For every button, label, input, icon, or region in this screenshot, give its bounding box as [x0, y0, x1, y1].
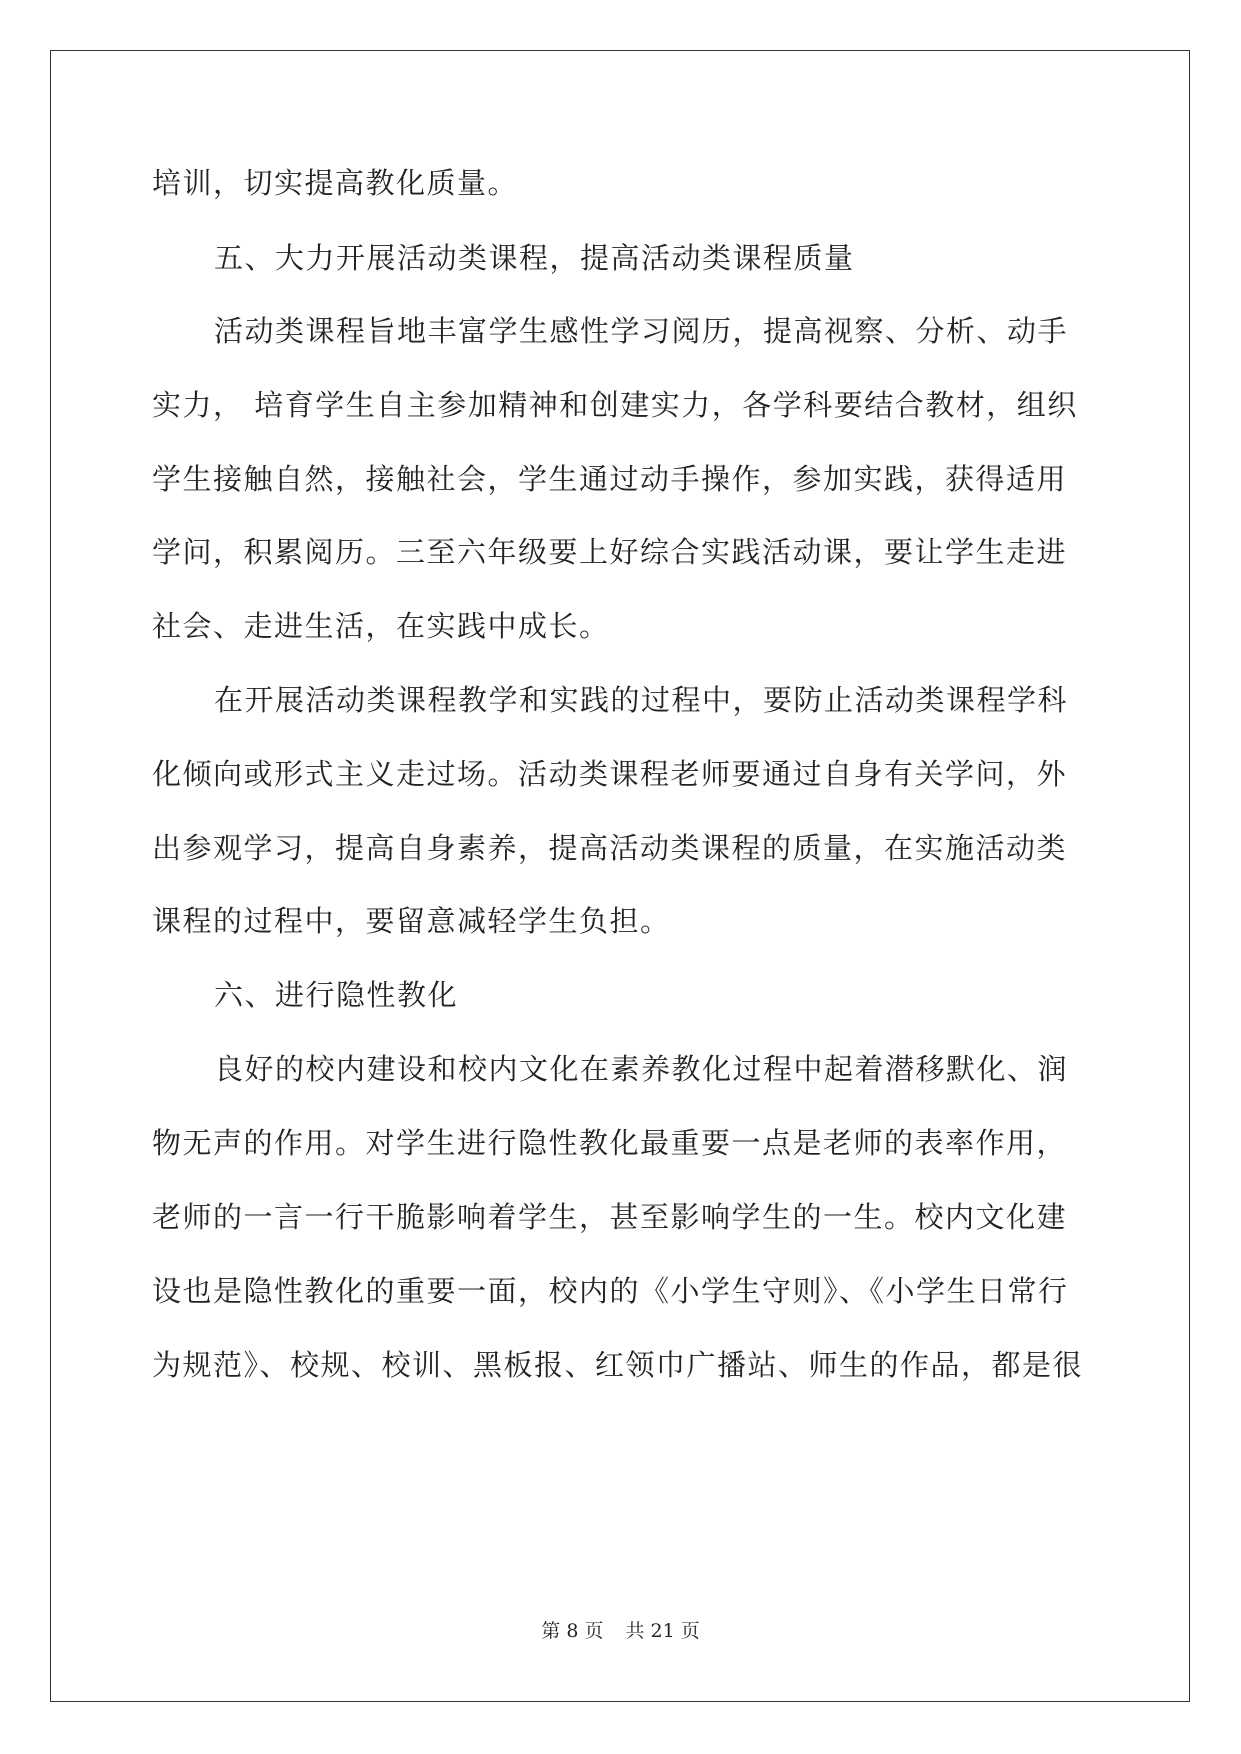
paragraph-line: 课程的过程中，要留意减轻学生负担。	[152, 904, 671, 938]
paragraph-line: 为规范》、校规、校训、黑板报、红领巾广播站、师生的作品，都是很	[152, 1348, 1084, 1382]
section-heading: 六、进行隐性教化	[214, 978, 459, 1012]
section-heading: 五、大力开展活动类课程，提高活动类课程质量	[214, 241, 855, 275]
paragraph-line: 活动类课程旨地丰富学生感性学习阅历，提高视察、分析、动手	[214, 314, 1069, 348]
paragraph-line: 老师的一言一行干脆影响着学生，甚至影响学生的一生。校内文化建	[152, 1200, 1068, 1234]
paragraph-line: 设也是隐性教化的重要一面，校内的《小学生守则》、《小学生日常行	[152, 1274, 1069, 1308]
page-border	[50, 50, 1190, 1702]
paragraph-line: 物无声的作用。对学生进行隐性教化最重要一点是老师的表率作用，	[152, 1126, 1068, 1160]
paragraph-line: 在开展活动类课程教学和实践的过程中，要防止活动类课程学科	[214, 683, 1069, 717]
body-line: 培训，切实提高教化质量。	[152, 166, 519, 200]
page-number: 第 8 页	[541, 1620, 604, 1642]
paragraph-line: 化倾向或形式主义走过场。活动类课程老师要通过自身有关学问，外	[152, 757, 1068, 791]
paragraph-line: 出参观学习，提高自身素养，提高活动类课程的质量，在实施活动类	[152, 831, 1068, 865]
page-footer	[0, 1617, 1241, 1645]
page-total: 共 21 页	[625, 1620, 700, 1642]
paragraph-line: 良好的校内建设和校内文化在素养教化过程中起着潜移默化、润	[214, 1052, 1069, 1086]
paragraph-line: 实力， 培育学生自主参加精神和创建实力，各学科要结合教材，组织	[152, 388, 1078, 422]
paragraph-line: 社会、走进生活，在实践中成长。	[152, 609, 610, 643]
paragraph-line: 学问，积累阅历。三至六年级要上好综合实践活动课，要让学生走进	[152, 535, 1068, 569]
paragraph-line: 学生接触自然，接触社会，学生通过动手操作，参加实践，获得适用	[152, 462, 1068, 496]
